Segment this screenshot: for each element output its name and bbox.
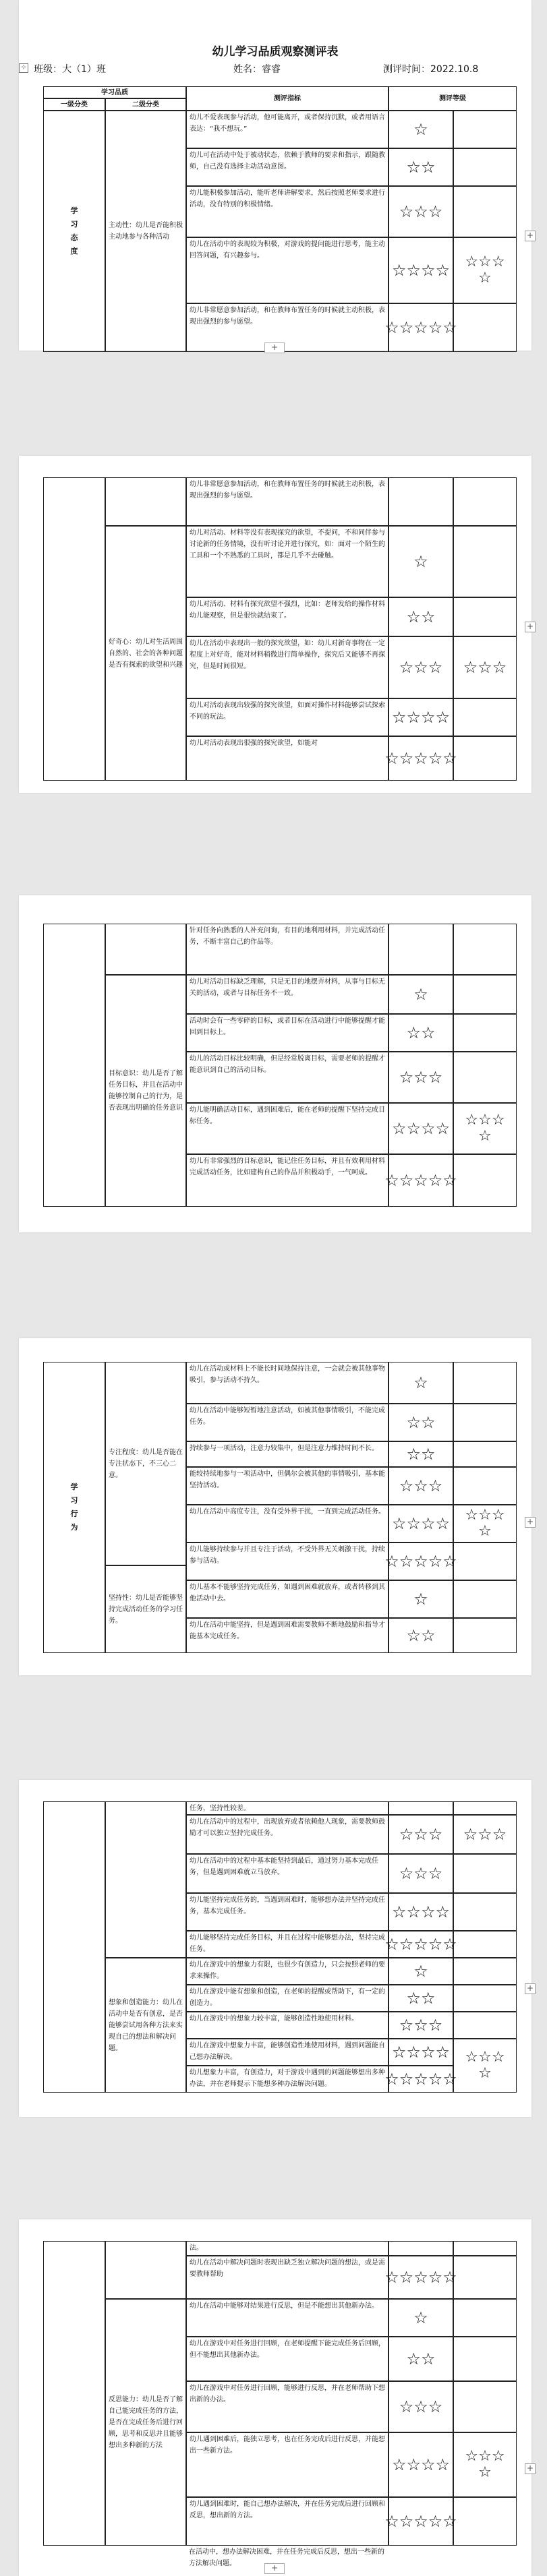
indicator-4: 幼儿在活动中的表现较为积极，对游戏的提问能进行思考，能主动回答问题，有兴趣参与。 <box>186 237 388 303</box>
indicator-4-7: 幼儿基本不能够坚持完成任务，如遇到困难就放弃，或者转移到其他活动中去。 <box>186 1580 388 1618</box>
rating-extra-4-2 <box>453 1404 517 1441</box>
rating-2-3: ☆☆☆ <box>388 636 453 698</box>
rating-2-1: ☆ <box>388 526 453 597</box>
rating-5-8: ☆☆☆☆ <box>388 2039 453 2066</box>
indicator-5-6: 幼儿在游戏中能有想象和创造，在老师的提醒或帮助下，有一定的创造力。 <box>186 1985 388 2012</box>
indicator-6-6: 幼儿遇到困难时，能自己想办法解决，并在任务完成后进行回顾和反思，想出新的方法。 <box>186 2497 388 2546</box>
rating-2: ☆☆ <box>388 148 453 186</box>
rating-6-1: ☆☆☆☆☆ <box>388 2256 453 2299</box>
rating-extra-4-7 <box>453 1580 517 1618</box>
rating-2-2: ☆☆ <box>388 597 453 636</box>
indicator-4-6: 幼儿能够持续参与并且专注于活动，不受外界无关刺激干扰，持续参与活动。 <box>186 1542 388 1580</box>
rating-extra-3-0 <box>453 924 517 975</box>
rating-6-3: ☆☆ <box>388 2337 453 2381</box>
rating-4-7: ☆ <box>388 1580 453 1618</box>
rating-extra-2 <box>453 148 517 186</box>
rating-selected-4 <box>453 1505 517 1542</box>
indicator-3: 幼儿能积极参加活动，能听老师讲解要求，然后按照老师要求进行活动，没有特别的积极情绪。 <box>186 186 388 237</box>
rating-extra-5-6 <box>453 1985 517 2012</box>
indicator-6-4: 幼儿在游戏中对任务进行回顾，能够进行反思，并在老师帮助下想出新的办法。 <box>186 2381 388 2432</box>
rating-extra-3-2 <box>453 1014 517 1052</box>
rating-extra-4-3 <box>453 1441 517 1467</box>
date-label: 测评时间：2022.10.8 <box>383 64 479 75</box>
stars-selected-3-line1: ☆☆☆ <box>465 1112 505 1129</box>
indicator-5: 幼儿非常愿意参加活动，和在教师布置任务的时候就主动积极，表现出强烈的参与愿望。 <box>186 303 388 352</box>
rating-3-4: ☆☆☆☆ <box>388 1103 453 1154</box>
indicator-5-2: 幼儿在活动中的过程中基本能坚持到最后，通过努力基本完成任务，但是遇到困难就立马放弃。 <box>186 1854 388 1893</box>
rating-selected-6 <box>453 2432 517 2497</box>
indicator-2-1: 幼儿对活动、材料等没有表现探究的欲望，不提问，不和同伴参与讨论新的任务情境，没有听讨论并进行探究，如：面对一个陌生的工具和一个不熟悉的工具时，都是几乎不去碰触。 <box>186 526 388 597</box>
stars-selected-6-line2: ☆ <box>478 2464 492 2481</box>
indicator-2-3: 幼儿在活动中表现出一般的探究欲望，如：幼儿对新奇事物在一定程度上对好奇，能对材料稍微进行简单操作，探究后又能够不再探究，但是时间很短。 <box>186 636 388 698</box>
rating-selected-5: ☆☆☆ <box>453 1815 517 1854</box>
stars-selected-6-line1: ☆☆☆ <box>465 2448 505 2465</box>
indicator-5-5: 幼儿在游戏中的想象力有限，也很少有创造力，只会按照老师的要求来操作。 <box>186 1958 388 1985</box>
header-group: 学习品质 <box>43 86 186 98</box>
rating-5-7: ☆☆☆ <box>388 2012 453 2039</box>
rating-4-3a: ☆☆ <box>388 1441 453 1467</box>
rating-extra-4-4 <box>453 1467 517 1505</box>
add-row-bottom-button[interactable]: + <box>264 342 285 353</box>
rating-extra-6-6 <box>453 2497 517 2546</box>
rating-4-8: ☆☆ <box>388 1618 453 1653</box>
indicator-4-4: 能较持续地参与一项活动中，但偶尔会被其他的事情吸引，基本能坚持活动。 <box>186 1467 388 1505</box>
subcategory-persistence: 坚持性：幼儿是否能够坚持完成活动任务的学习任务。 <box>105 1565 186 1653</box>
rating-extra-6-2 <box>453 2299 517 2337</box>
rating-selected-1 <box>453 237 517 303</box>
indicator-2-5: 幼儿对活动表现出很强的探究欲望，如能对 <box>186 736 388 781</box>
rating-6-5: ☆☆☆☆ <box>388 2432 453 2497</box>
rating-5-4: ☆☆☆☆☆ <box>388 1931 453 1958</box>
category-cell-2 <box>43 477 105 781</box>
indicator-3-4: 幼儿能明确活动目标，遇到困难后，能在老师的提醒下坚持完成目标任务。 <box>186 1103 388 1154</box>
rating-5-3: ☆☆☆☆ <box>388 1893 453 1931</box>
rating-extra-6-1 <box>453 2256 517 2299</box>
subcategory-cell-5a <box>105 1801 186 1958</box>
indicator-5-4: 幼儿能够坚持完成任务目标，并且在过程中能够想办法，坚持完成任务。 <box>186 1931 388 1958</box>
rating-4-2: ☆☆ <box>388 1404 453 1441</box>
indicator-3-1: 幼儿对活动目标缺乏理解，只是无目的地摆弄材料，从事与目标无关的活动，或者与目标任务不一致。 <box>186 975 388 1014</box>
rating-5-1: ☆☆☆ <box>388 1815 453 1854</box>
category-cell-5 <box>43 1801 105 2093</box>
indicator-3-0: 针对任务向熟悉的人补充问询，有目的地利用材料，并完成活动任务，不断丰富自己的作品等。 <box>186 924 388 975</box>
rating-2-4: ☆☆☆☆ <box>388 698 453 736</box>
rating-extra-2-0 <box>453 477 517 526</box>
indicator-2: 幼儿可在活动中处于被动状态，依赖于教师的要求和指示，跟随教师，自己没有选择主动活动意图。 <box>186 148 388 186</box>
add-row-button-2[interactable]: + <box>525 622 536 632</box>
indicator-3-2: 活动时会有一些零碎的目标，或者目标在活动进行中能够提醒才能回到目标上。 <box>186 1014 388 1052</box>
rating-5-2: ☆☆☆ <box>388 1854 453 1893</box>
rating-3-0 <box>388 924 453 975</box>
document-title: 幼儿学习品质观察测评表 <box>212 45 339 59</box>
stars-selected-3-line2: ☆ <box>478 1128 492 1145</box>
indicator-2-0: 幼儿非常愿意参加活动，和在教师布置任务的时候就主动积极，表现出强烈的参与愿望。 <box>186 477 388 526</box>
indicator-5-1: 幼儿在活动中的过程中，出现放弃或者依赖他人现象，需要教师鼓励才可以独立坚持完成任务。 <box>186 1815 388 1854</box>
indicator-6-0: 法。 <box>186 2241 388 2256</box>
page-1 <box>19 0 534 352</box>
indicator-6-5: 幼儿遇到困难后，能独立思考，也在任务完成后进行反思，并能想出一些新方法。 <box>186 2432 388 2497</box>
rating-extra-3 <box>453 186 517 237</box>
stars-selected-5-line2: ☆ <box>478 2065 492 2082</box>
category-cell-6 <box>43 2241 105 2546</box>
add-row-bottom-button-6[interactable]: + <box>264 2563 285 2574</box>
rating-3-3: ☆☆☆ <box>388 1052 453 1103</box>
subcategory-curiosity: 好奇心：幼儿对生活周围自然的、社会的各种问题是否有探索的欲望和兴趣 <box>105 526 186 781</box>
indicator-2-2: 幼儿对活动、材料有探究欲望不强烈，比如：老师发给的操作材料幼儿能观察，但是很快就结束了。 <box>186 597 388 636</box>
indicator-5-8: 幼儿在游戏中想象力丰富，能够创造性地使用材料，遇到问题能自己想办法解决。 <box>186 2039 388 2066</box>
rating-4: ☆☆☆☆ <box>388 237 453 303</box>
subcategory-cell-6a <box>105 2241 186 2299</box>
page-4 <box>19 1338 534 1675</box>
rating-5: ☆☆☆☆☆ <box>388 303 453 352</box>
rating-extra-2-5 <box>453 736 517 781</box>
rating-4-1: ☆ <box>388 1362 453 1404</box>
rating-extra-6-0 <box>453 2241 517 2256</box>
rating-4-4: ☆☆☆ <box>388 1467 453 1505</box>
rating-extra-5-0 <box>453 1801 517 1815</box>
add-row-button-5[interactable]: + <box>525 1983 536 1994</box>
header-level2: 二级分类 <box>105 98 186 111</box>
rating-2-0 <box>388 477 453 526</box>
page-5 <box>19 1780 534 2117</box>
page-3 <box>19 895 531 1232</box>
rating-extra-3-5 <box>453 1154 517 1207</box>
rating-extra-5-4 <box>453 1931 517 1958</box>
indicator-5-9: 幼儿想象力丰富，有创造力，对于游戏中遇到的问题能够想出多种办法，并在老师提示下能想多种办法解决问题。 <box>186 2066 388 2093</box>
rating-4-6: ☆☆☆☆☆ <box>388 1542 453 1580</box>
add-row-button[interactable]: + <box>525 231 536 241</box>
rating-extra-5-2 <box>453 1854 517 1893</box>
rating-6-4: ☆☆☆ <box>388 2381 453 2432</box>
indicator-6-2: 幼儿在活动中能够对结果进行反思，但是不能想出其他新办法。 <box>186 2299 388 2337</box>
subcategory-cell-2a <box>105 477 186 526</box>
rating-6-6: ☆☆☆☆☆ <box>388 2497 453 2546</box>
rating-3-2: ☆☆ <box>388 1014 453 1052</box>
add-row-button-4[interactable]: + <box>525 1517 536 1528</box>
rating-2-5: ☆☆☆☆☆ <box>388 736 453 781</box>
rating-5-9: ☆☆☆☆☆ <box>388 2066 453 2093</box>
subcategory-goal: 目标意识：幼儿是否了解任务目标，并且在活动中能够控制自己的行为，是否表现出明确的任务意识 <box>105 975 186 1207</box>
subcategory-reflection: 反思能力：幼儿是否了解自己能完成任务的方法，是否在完成任务后进行回顾，思考和反思并且能够想出多种新的方法 <box>105 2299 186 2546</box>
stars-selected-line2: ☆ <box>478 270 492 287</box>
rating-5-6: ☆☆ <box>388 1985 453 2012</box>
rating-selected-3 <box>453 1103 517 1154</box>
table-move-handle-icon[interactable]: ⊹ <box>19 63 28 73</box>
name-label: 姓名：睿睿 <box>233 64 281 75</box>
header-rating: 测评等级 <box>388 86 517 111</box>
rating-extra-2-1 <box>453 526 517 597</box>
rating-extra-6-4 <box>453 2381 517 2432</box>
stars-selected-4-line2: ☆ <box>478 1523 492 1540</box>
indicator-4-3: 持续参与一项活动，注意力较集中，但是注意力维持时间不长。 <box>186 1441 388 1467</box>
rating-4-5: ☆☆☆☆ <box>388 1505 453 1542</box>
stars-selected-5-line1: ☆☆☆ <box>465 2049 505 2066</box>
rating-6-0 <box>388 2241 453 2256</box>
rating-selected-2: ☆☆☆ <box>453 636 517 698</box>
rating-5-5: ☆ <box>388 1958 453 1985</box>
indicator-6-3: 幼儿在游戏中对任务进行回顾，在老师提醒下能完成任务后回顾，但不能想出其他新办法。 <box>186 2337 388 2381</box>
indicator-5-7: 幼儿在游戏中的想象力较丰富，能够创造性地使用材料。 <box>186 2012 388 2039</box>
indicator-5-3: 幼儿能坚持完成任务的，当遇到困难时，能够想办法并坚持完成任务，基本完成任务。 <box>186 1893 388 1931</box>
indicator-3-3: 幼儿的活动目标比较明确，但是经常脱离目标，需要老师的提醒才能意识到自己的活动目标。 <box>186 1052 388 1103</box>
rating-extra-2-2 <box>453 597 517 636</box>
rating-1: ☆ <box>388 111 453 148</box>
rating-extra-6-3 <box>453 2337 517 2381</box>
rating-extra-3-3 <box>453 1052 517 1103</box>
header-level1: 一级分类 <box>43 98 105 111</box>
rating-extra-1 <box>453 111 517 148</box>
subcategory-imagination: 想象和创造能力：幼儿在活动中是否有创意，是否能够尝试用各种方法来实现自己的想法和解决问题。 <box>105 1958 186 2093</box>
page-6 <box>19 2219 534 2576</box>
indicator-3-5: 幼儿有非常强烈的目标意识，能记住任务目标，并且有效利用材料完成活动任务，比如建构自己的作品并积极动手，一气呵成。 <box>186 1154 388 1207</box>
rating-extra-5-5 <box>453 1958 517 1985</box>
indicator-5-0: 任务，坚持性较差。 <box>186 1801 388 1815</box>
rating-3: ☆☆☆ <box>388 186 453 237</box>
add-row-button-6[interactable]: + <box>525 2463 536 2474</box>
rating-extra-5-7 <box>453 2012 517 2039</box>
rating-extra-5-3 <box>453 1893 517 1931</box>
rating-3-1: ☆ <box>388 975 453 1014</box>
indicator-6-1: 幼儿在活动中解决问题时表现出缺乏独立解决问题的想法，或是需要教师帮助 <box>186 2256 388 2299</box>
indicator-1: 幼儿不爱表现参与活动，他可能离开，或者保持沉默，或者用语言表达：“我不想玩。” <box>186 111 388 148</box>
rating-extra-4-8 <box>453 1618 517 1653</box>
indicator-6-7: 在活动中，想办法解决困难，并在任务完成后反思，想出一些新的方法解决问题。 <box>189 2548 384 2567</box>
rating-selected-5b <box>453 2039 517 2093</box>
rating-extra-2-4 <box>453 698 517 736</box>
header-indicator: 测评指标 <box>186 86 388 111</box>
page-2 <box>19 456 534 793</box>
indicator-4-8: 幼儿在活动中能坚持，但是遇到困难需要教师不断地鼓励和指导才能基本完成任务。 <box>186 1618 388 1653</box>
indicator-4-5: 幼儿在活动中高度专注，没有受外界干扰，一直到完成活动任务。 <box>186 1505 388 1542</box>
category-cell-3 <box>43 924 105 1207</box>
indicator-4-2: 幼儿在活动中能够短暂地注意活动，如被其他事情吸引，不能完成任务。 <box>186 1404 388 1441</box>
rating-6-2: ☆ <box>388 2299 453 2337</box>
subcategory-initiative: 主动性：幼儿是否能积极主动地参与各种活动 <box>105 111 186 352</box>
category-behavior: 学 习 行 为 <box>43 1362 105 1653</box>
stars-selected-line1: ☆☆☆ <box>465 253 505 270</box>
indicator-2-4: 幼儿对活动表现出较强的探究欲望，如面对操作材料能够尝试探索不同的玩法。 <box>186 698 388 736</box>
rating-extra-4-1 <box>453 1362 517 1404</box>
rating-extra-5 <box>453 303 517 352</box>
subcategory-focus: 专注程度：幼儿是否能在专注状态下，不三心二意。 <box>105 1362 186 1565</box>
stars-selected-4-line1: ☆☆☆ <box>465 1507 505 1524</box>
rating-3-5: ☆☆☆☆☆ <box>388 1154 453 1207</box>
class-label: 班级：大（1）班 <box>34 64 106 75</box>
indicator-4-1: 幼儿在活动或材料上不能长时间地保持注意，一会就会被其他事物吸引，参与活动不持久。 <box>186 1362 388 1404</box>
rating-5-0 <box>388 1801 453 1815</box>
category-attitude: 学 习 态 度 <box>43 111 105 352</box>
rating-extra-3-1 <box>453 975 517 1014</box>
rating-extra-4-6 <box>453 1542 517 1580</box>
subcategory-cell-3a <box>105 924 186 975</box>
